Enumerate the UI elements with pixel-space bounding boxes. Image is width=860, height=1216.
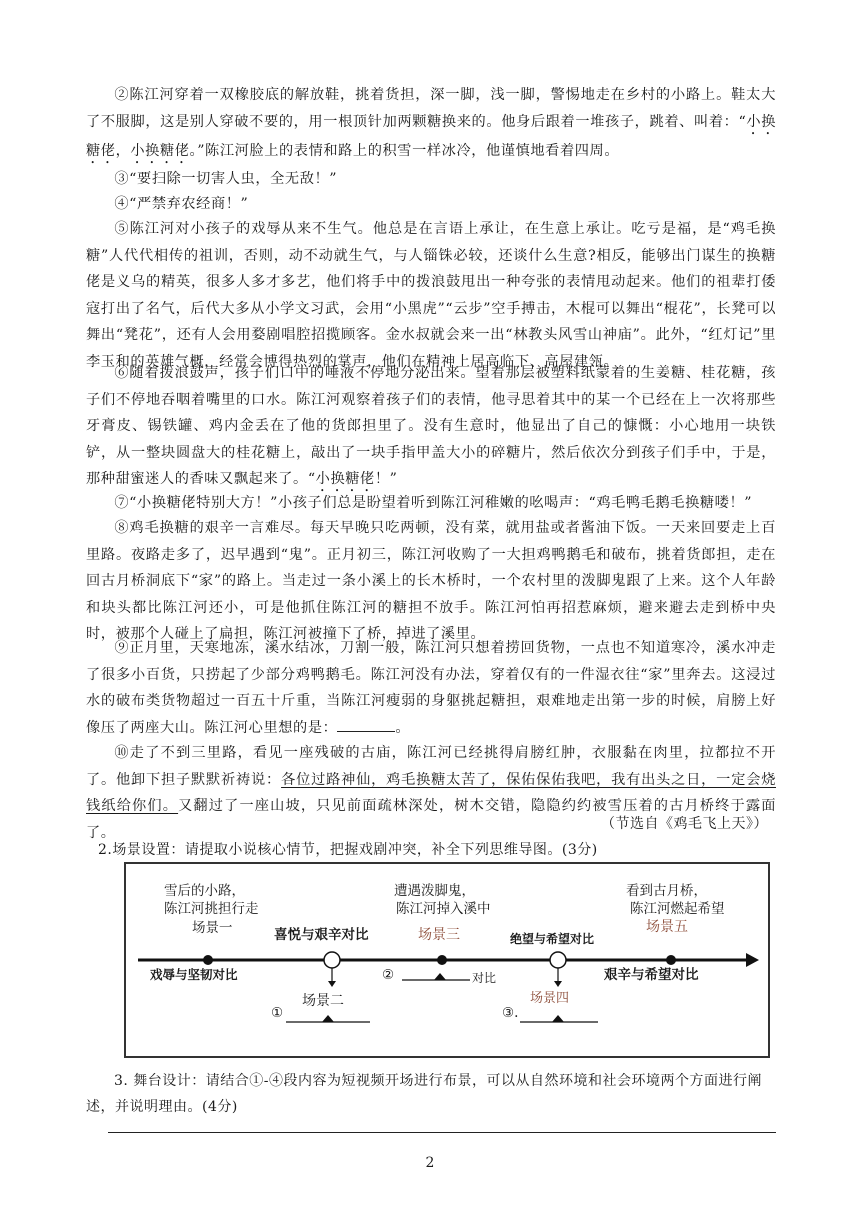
node-scene3 <box>437 955 447 965</box>
scene1-desc-1: 雪后的小路， <box>164 883 245 899</box>
scene1-desc-2: 陈江河挑担行走 <box>164 901 259 917</box>
paragraph-5: ⑤陈江河对小孩子的戏辱从来不生气。他总是在言语上承让，在生意上承让。吃亏是福，是“鸡毛换糖”人代代相传的祖训，否则，动不动就生气，与人锱铢必较，还谈什么生意?相反，能够出门谋生的换糖佬是义乌的精英，很多人多才多艺，他们将手中的拨浪鼓甩出一种夸张的表情甩动起来。他们的祖辈打倭寇打出了名气，后代大多从小学文习武，会用“小黑虎”“云步”空手搏击，木棍可以舞出“棍花”，长凳可以舞出“凳花”，还有人会用婺剧唱腔招揽顾客。金水叔就会来一出“林教头风雪山神庙”。此外，“红灯记”里李玉和的英雄气概，经常会博得热烈的掌声，他们在精神上居高临下、高屋建瓴。 <box>86 221 776 370</box>
p9-text-b: 。 <box>395 719 411 736</box>
p10-text-b: 又翻过了一座山坡，只见前面疏林深处，树木交错，隐隐约约被雪压着的古月桥终于露面了。 <box>86 798 776 841</box>
contrast-hardship-hope: 艰辛与希望对比 <box>604 967 699 983</box>
scene3-label: 场景三 <box>418 927 460 943</box>
p2-text-b: 。”陈江河脸上的表情和路上的积雪一样冰冷，他谨慎地看着四周。 <box>189 142 620 159</box>
p2-text-a: ②陈江河穿着一双橡胶底的解放鞋，挑着货担，深一脚，浅一脚，警惕地走在乡村的小路上。鞋太大了不服脚，这是别人穿破不要的，用一根顶针加两颗糖换来的。他身后跟着一堆孩子，跳着、叫着：“ <box>86 87 776 130</box>
node-scene1 <box>203 955 213 965</box>
scene5-label: 场景五 <box>646 919 688 935</box>
p6-text-b: ！” <box>374 471 398 487</box>
scene4-label: 场景四 <box>530 991 570 1006</box>
contrast-joy-hardship: 喜悦与艰辛对比 <box>274 927 369 943</box>
contrast-despair-hope: 绝望与希望对比 <box>510 932 595 946</box>
timeline-arrowhead <box>746 953 759 967</box>
p6-emphasis: 小换糖佬 <box>315 471 375 487</box>
paragraph-9 <box>86 635 776 741</box>
node-scene5 <box>666 955 676 965</box>
scene3-desc-2: 陈江河掉入溪中 <box>396 901 491 917</box>
scene3-desc-1: 遭遇泼脚鬼， <box>394 883 475 899</box>
paragraph-2 <box>86 82 776 167</box>
paragraph-8: ⑧鸡毛换糖的艰辛一言难尽。每天早晚只吃两顿，没有菜，就用盐或者酱油下饭。一天来回要走上百里路。夜路走多了，迟早遇到“鬼”。正月初三，陈江河收购了一大担鸡鸭鹅毛和破布，挑着货郎担，走在回古月桥洞底下“家”的路上。当走过一条小溪上的长木桥时，一个农村里的泼脚鬼跟了上来。这个人年龄和块头都比陈江河还小，可是他抓住陈江河的糖担不放手。陈江河怕再招惹麻烦，避来避去走到桥中央时，被那个人碰上了扁担，陈江河被撞下了桥，掉进了溪里。 <box>86 520 776 642</box>
blank1-marker: ① <box>271 1005 284 1021</box>
p9-text-a: ⑨正月里，天寒地冻，溪水结冰，刀割一般，陈江河只想着捞回货物，一点也不知道寒冷，溪水冲走了很多小百货，只捞起了少部分鸡鸭鹅毛。陈江河没有办法，穿着仅有的一件湿衣往“家”里奔去。这浸过水的破布类货物超过一百五十斤重，当陈江河瘦弱的身躯挑起糖担，艰难地走出第一步的时候，肩膀上好像压了两座大山。陈江河心里想的是： <box>86 640 776 736</box>
contrast-insult-tenacity: 戏辱与坚韧对比 <box>150 967 238 982</box>
question-2: 2.场景设置：请提取小说核心情节，把握戏剧冲突，补全下列思维导图。(3分) <box>98 842 598 858</box>
scene1-label: 场景一 <box>192 920 233 936</box>
p6-text-a: ⑥随着拨浪鼓声，孩子们口中的唾液不停地分泌出来。望着那层被塑料纸蒙着的生姜糖、桂花糖，孩子们不停地吞咽着嘴里的口水。陈江河观察着孩子们的表情，他寻思着其中的某一个已经在上一次将那些牙膏皮、锡铁罐、鸡内金丢在了他的货郎担里了。没有生意时，他显出了自己的慷慨：小心地用一块铁铲，从一整块圆盘大的桂花糖上，敲出了一块手指甲盖大小的碎糖片，然后依次分到孩子们手中，于是，那种甜蜜迷人的香味又飘起来了。“ <box>86 365 776 487</box>
contrast3-suffix: 对比 <box>472 971 497 985</box>
paragraph-7: ⑦“小换糖佬特别大方！”小孩子们总是盼望着听到陈江河稚嫩的吆喝声：“鸡毛鸭毛鹅毛换糖喽！” <box>114 495 753 511</box>
blank3-marker: ③. <box>502 1005 519 1021</box>
paragraph-4: ④“严禁弃农经商！” <box>114 196 249 212</box>
question-3: 3. 舞台设计：请结合①-④段内容为短视频开场进行布景，可以从自然环境和社会环境两个方面进行阐述，并说明理由。(4分) <box>86 1073 763 1115</box>
mind-map <box>124 862 770 1058</box>
blank2-marker: ② <box>382 967 395 983</box>
answer-line[interactable] <box>108 1132 776 1133</box>
p2-emphasis: 小换糖佬，小换糖佬 <box>86 113 777 159</box>
paragraph-3: ③“要扫除一切害人虫，全无敌！” <box>114 171 338 187</box>
answer-blank[interactable] <box>337 717 395 732</box>
p10-underlined-prayer: 各位过路神仙，鸡毛换糖太苦了，保佑保佑我吧，我有出头之日，一定会烧钱纸给你们。 <box>86 771 776 814</box>
page-number: 2 <box>425 1155 435 1171</box>
node-scene4 <box>550 952 566 968</box>
source-citation: （节选自《鸡毛飞上天》） <box>601 816 768 832</box>
scene5-desc-2: 陈江河燃起希望 <box>630 901 725 917</box>
scene2-label: 场景二 <box>302 993 344 1009</box>
p10-text-a: ⑩走了不到三里路，看见一座残破的古庙，陈江河已经挑得肩膀红肿，衣服黏在肉里，拉都拉不开了。他卸下担子默默祈祷说： <box>86 745 776 788</box>
scene5-desc-1: 看到古月桥， <box>626 883 707 899</box>
node-scene2 <box>324 952 340 968</box>
paragraph-6 <box>86 360 776 495</box>
